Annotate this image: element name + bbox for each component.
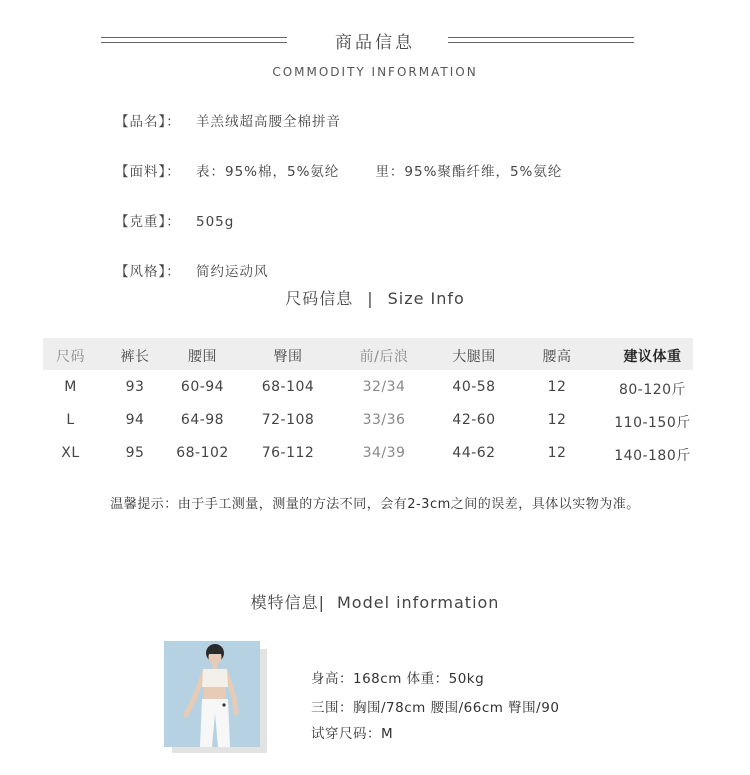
table-header-cell: 裤长	[120, 349, 150, 365]
size-title-cn: 尺码信息	[285, 289, 354, 308]
model-info-title	[200, 590, 550, 613]
table-cell: L	[66, 412, 75, 428]
size-info-title	[200, 286, 550, 309]
table-cell: 44-62	[452, 445, 496, 461]
table-cell: 94	[125, 412, 145, 428]
table-cell: 68-104	[261, 379, 315, 395]
model-measurements: 三围：胸围/78cm 腰围/66cm 臀围/90	[311, 700, 560, 716]
table-cell: 40-58	[452, 379, 496, 395]
info-label: 【克重】：	[115, 214, 181, 230]
table-cell: 76-112	[261, 445, 315, 461]
info-label: 【品名】：	[115, 114, 181, 130]
table-cell: 12	[547, 445, 567, 461]
info-value: 505g	[196, 214, 235, 230]
size-title-separator: |	[367, 289, 374, 308]
weight-row	[115, 210, 234, 230]
table-header-cell: 大腿围	[452, 349, 496, 365]
table-cell: XL	[61, 445, 80, 461]
table-header-cell: 建议体重	[623, 349, 682, 365]
table-cell: 64-98	[180, 412, 225, 428]
model-height-weight: 身高：168cm 体重：50kg	[311, 671, 485, 687]
product-name-row	[115, 110, 341, 130]
table-cell: 33/36	[362, 412, 406, 428]
info-value: 表：95%棉，5%氨纶	[196, 164, 340, 180]
table-cell: 93	[125, 379, 145, 395]
model-trial-size: 试穿尺码：M	[311, 726, 394, 742]
measurement-tip: 温馨提示：由于手工测量，测量的方法不同，会有2-3cm之间的误差，具体以实物为准。	[110, 497, 640, 512]
table-cell: 72-108	[261, 412, 315, 428]
style-row	[115, 260, 269, 280]
table-cell: 140-180斤	[614, 448, 691, 464]
table-cell: 12	[547, 412, 567, 428]
info-value: 羊羔绒超高腰全棉拼音	[196, 114, 341, 130]
model-title-en: Model information	[336, 593, 500, 612]
info-value-lining: 里：95%聚酯纤维，5%氨纶	[375, 164, 563, 180]
table-header-cell: 腰高	[542, 349, 572, 365]
table-cell: 95	[125, 445, 145, 461]
info-label: 【风格】：	[115, 264, 181, 280]
table-cell: 110-150斤	[614, 415, 691, 431]
model-photo	[164, 641, 260, 747]
table-header-cell: 腰围	[188, 349, 217, 365]
table-header-cell: 尺码	[56, 349, 85, 365]
table-cell: 42-60	[452, 412, 496, 428]
model-figure-illustration	[164, 641, 260, 747]
model-title-cn: 模特信息|	[250, 593, 325, 612]
size-title-en: Size Info	[387, 289, 465, 308]
header-right-double-line	[448, 37, 634, 43]
table-cell: M	[64, 379, 77, 395]
table-header-cell: 前/后浪	[359, 349, 409, 365]
table-cell: 32/34	[362, 379, 406, 395]
commodity-title-en: COMMODITY INFORMATION	[272, 65, 478, 79]
table-cell: 34/39	[362, 445, 406, 461]
table-cell: 80-120斤	[618, 382, 687, 398]
commodity-title-cn: 商品信息	[335, 33, 415, 53]
info-value: 简约运动风	[196, 264, 269, 280]
table-cell: 68-102	[176, 445, 229, 461]
table-cell: 60-94	[180, 379, 225, 395]
info-label: 【面料】：	[115, 164, 181, 180]
fabric-row	[115, 160, 562, 180]
table-header-cell: 臀围	[273, 349, 303, 365]
table-cell: 12	[547, 379, 567, 395]
